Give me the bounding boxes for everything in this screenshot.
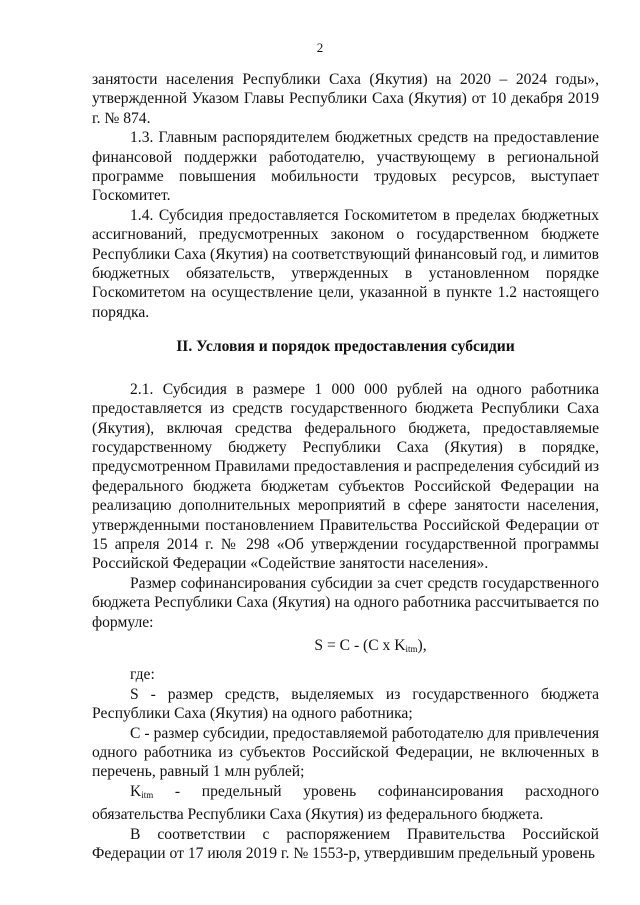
formula-end: ), — [417, 636, 427, 654]
section-heading: II. Условия и порядок предоставления субсидии — [176, 338, 515, 356]
definition-c: С - размер субсидии, предоставляемой работодателю для привлечения одного работника из субъектов Российской Федерации, не включенных в перечень, равный 1 млн рублей; — [92, 724, 599, 781]
definition-s: S - размер средств, выделяемых из государственного бюджета Республики Саха (Якутия) на одного работника; — [92, 685, 599, 723]
paragraph-last: В соответствии с распоряжением Правительства Российской Федерации от 17 июля 2019 г. № 1553-р, утвердившим предельный уровень — [92, 825, 599, 863]
paragraph-1-3: 1.3. Главным распорядителем бюджетных средств на предоставление финансовой поддержки работодателю, участвующему в региональной программе повышения мобильности трудовых ресурсов, выступает Госкомитет. — [92, 129, 599, 205]
page-number: 2 — [316, 40, 324, 55]
definition-k-text: - предельный уровень софинансирования расходного обязательства Республики Саха (Якутия) из федерального бюджета. — [92, 782, 599, 824]
definition-k-letter: K — [130, 782, 142, 800]
paragraph-2-1: 2.1. Субсидия в размере 1 000 000 рублей на одного работника предоставляется из средств государственного бюджета Республики Саха (Якутия), включая средства федерального бюджета, предоставляемые государственному бюджету Республики Саха (Якутия) в порядке, предусмотренном Правилами предоставления и распределения субсидий из федерального бюджета бюджетам субъектов Российской Федерации на реализацию дополнительных мероприятий в сфере занятости населения, утвержденными постановлением Правительства Российской Федерации от 15 апреля 2014 г. № 298 «Об утверждении государственной программы Российской Федерации «Содействие занятости населения». — [92, 380, 599, 573]
where-label: где: — [130, 666, 155, 684]
paragraph-1-4: 1.4. Субсидия предоставляется Госкомитетом в пределах бюджетных ассигнований, предусмотренных законом о государственном бюджете Республики Саха (Якутия) на соответствующий финансовый год, и лимитов бюджетных обязательств, утвержденных в установленном порядке Госкомитетом на осуществление цели, указанной в пункте 1.2 настоящего порядка. — [92, 206, 599, 321]
definition-k-subscript: itm — [141, 789, 154, 800]
formula-main: S = C - (C x K — [314, 636, 406, 654]
paragraph-cofinancing-size: Размер софинансирования субсидии за счет средств государственного бюджета Республики Саха (Якутия) на одного работника рассчитывается по формуле: — [92, 574, 599, 631]
formula — [92, 636, 599, 659]
paragraph-continuation: занятости населения Республики Саха (Якутия) на 2020 – 2024 годы», утвержденной Указом Главы Республики Саха (Якутия) от 10 декабря 2019 г. № 874. — [92, 71, 599, 127]
document-body — [92, 70, 599, 863]
formula-subscript: itm — [405, 643, 418, 654]
definition-k — [92, 782, 599, 825]
